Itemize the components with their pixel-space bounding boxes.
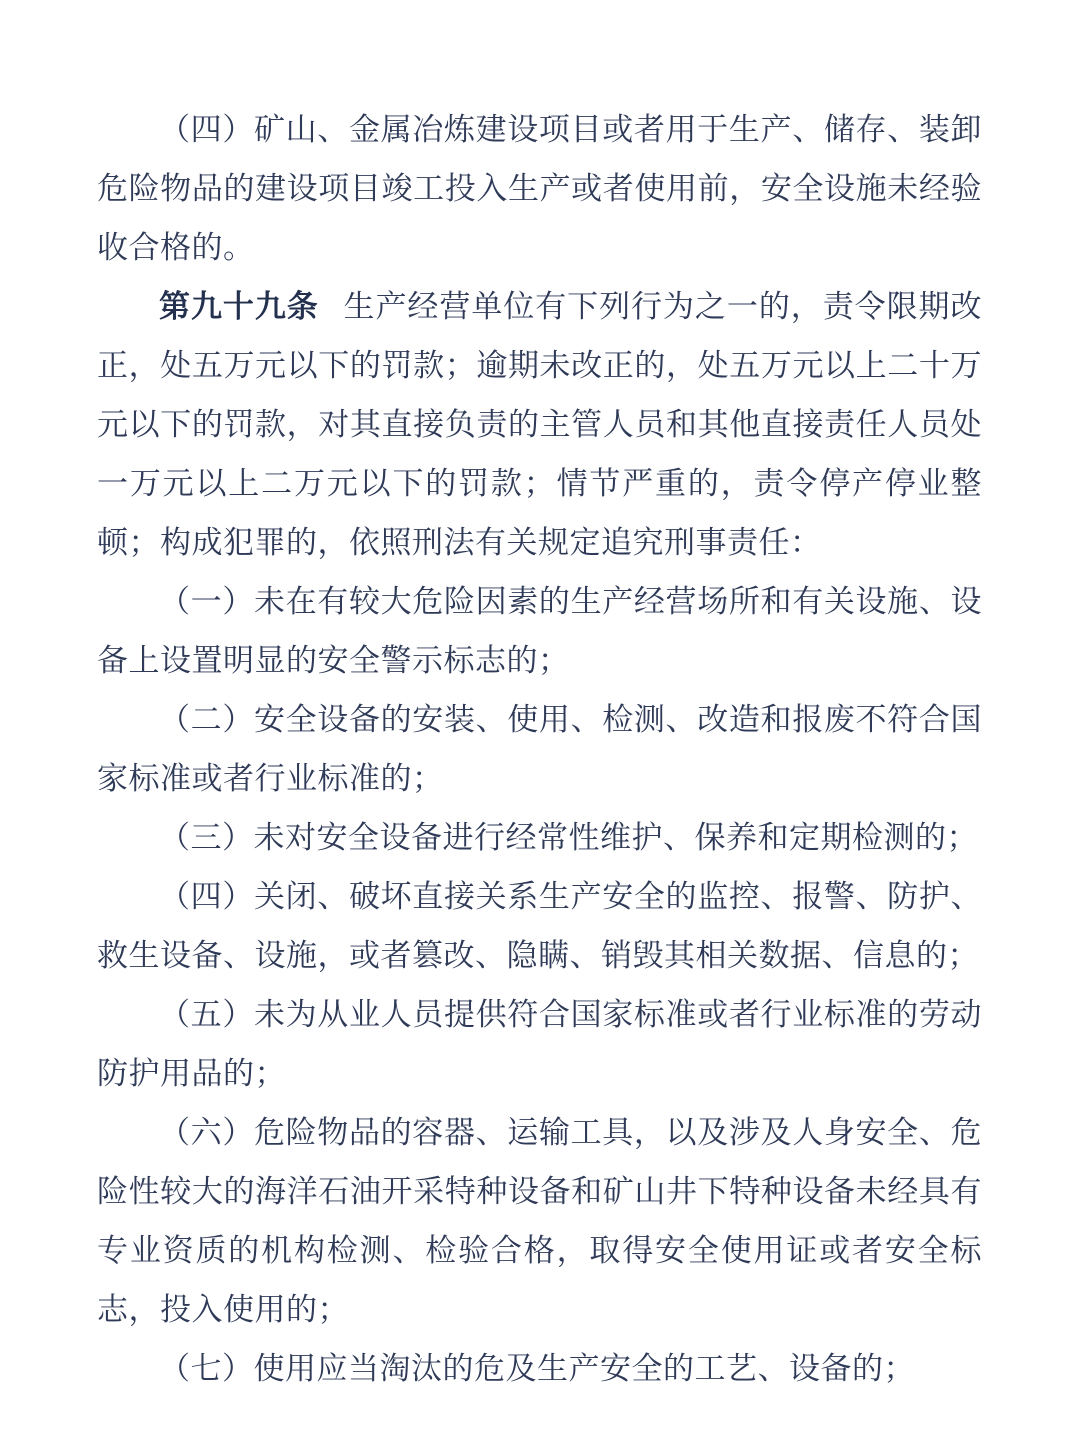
paragraph-article-99 xyxy=(97,277,982,572)
paragraph-text: （七）使用应当淘汰的危及生产安全的工艺、设备的； xyxy=(159,1351,915,1386)
paragraph-text: （四）矿山、金属冶炼建设项目或者用于生产、储存、装卸危险物品的建设项目竣工投入生产或者使用前，安全设施未经验收合格的。 xyxy=(97,112,982,265)
article-number: 第九十九条 xyxy=(159,289,319,324)
paragraph-text: （二）安全设备的安装、使用、检测、改造和报废不符合国家标准或者行业标准的； xyxy=(97,702,982,796)
paragraph-item-7 xyxy=(97,1339,982,1398)
paragraph-item-3 xyxy=(97,808,982,867)
paragraph-item-4-continued xyxy=(97,100,982,277)
paragraph-text: （六）危险物品的容器、运输工具，以及涉及人身安全、危险性较大的海洋石油开采特种设备和矿山井下特种设备未经具有专业资质的机构检测、检验合格，取得安全使用证或者安全标志，投入使用的； xyxy=(97,1115,982,1327)
paragraph-text: （五）未为从业人员提供符合国家标准或者行业标准的劳动防护用品的； xyxy=(97,997,982,1091)
paragraph-item-4 xyxy=(97,867,982,985)
paragraph-text: （一）未在有较大危险因素的生产经营场所和有关设施、设备上设置明显的安全警示标志的； xyxy=(97,584,982,678)
paragraph-item-1 xyxy=(97,572,982,690)
paragraph-item-2 xyxy=(97,690,982,808)
paragraph-text: （四）关闭、破坏直接关系生产安全的监控、报警、防护、救生设备、设施，或者篡改、隐瞒、销毁其相关数据、信息的； xyxy=(97,879,982,973)
paragraph-text: 生产经营单位有下列行为之一的，责令限期改正，处五万元以下的罚款；逾期未改正的，处五万元以上二十万元以下的罚款，对其直接负责的主管人员和其他直接责任人员处一万元以上二万元以下的罚款；情节严重的，责令停产停业整顿；构成犯罪的，依照刑法有关规定追究刑事责任： xyxy=(97,289,983,560)
paragraph-item-5 xyxy=(97,985,982,1103)
paragraph-item-6 xyxy=(97,1103,982,1339)
paragraph-text: （三）未对安全设备进行经常性维护、保养和定期检测的； xyxy=(159,820,978,855)
